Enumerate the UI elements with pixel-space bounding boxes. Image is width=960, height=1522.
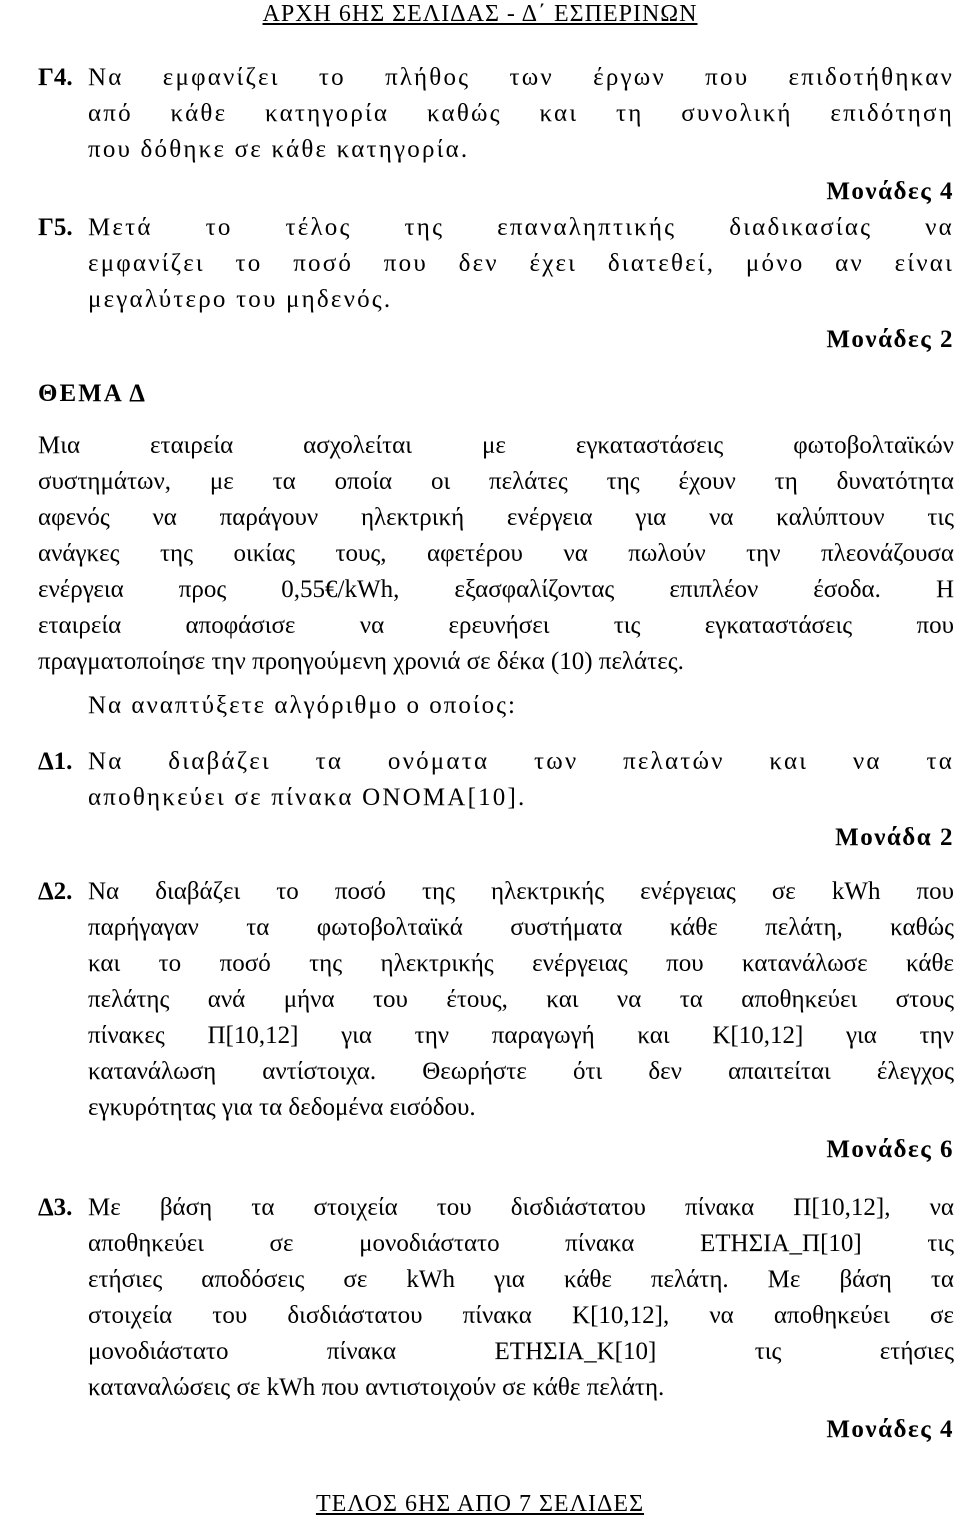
question-text-line: Με βάση τα στοιχεία του δισδιάστατου πίνακα Π[10,12], να	[88, 1194, 954, 1221]
question-text-line: από κάθε κατηγορία καθώς και τη συνολική επιδότηση	[88, 100, 954, 127]
question-text-line: αποθηκεύει σε πίνακα ΟΝΟΜΑ[10].	[88, 784, 527, 811]
question-text-line: μεγαλύτερο του μηδενός.	[88, 286, 393, 313]
marks-label: Μονάδες 4	[826, 1416, 954, 1443]
question-text-line: πελάτης ανά μήνα του έτους, και να τα αποθηκεύει στους	[88, 986, 954, 1013]
marks-label: Μονάδες 6	[826, 1136, 954, 1163]
question-text-line: πίνακες Π[10,12] για την παραγωγή και Κ[10,12] για την	[88, 1022, 954, 1049]
task-instruction: Να αναπτύξετε αλγόριθμο ο οποίος:	[88, 692, 517, 719]
question-number: Δ3.	[38, 1194, 73, 1221]
question-text-line: Μετά το τέλος της επαναληπτικής διαδικασίας να	[88, 214, 954, 241]
question-text-line: στοιχεία του δισδιάστατου πίνακα Κ[10,12], να αποθηκεύει σε	[88, 1302, 954, 1329]
question-number: Δ1.	[38, 748, 73, 775]
marks-label: Μονάδες 2	[826, 326, 954, 353]
question-text-line: εγκυρότητας για τα δεδομένα εισόδου.	[88, 1094, 476, 1121]
question-text-line: Να εμφανίζει το πλήθος των έργων που επιδοτήθηκαν	[88, 64, 954, 91]
question-text-line: Να διαβάζει το ποσό της ηλεκτρικής ενέργειας σε kWh που	[88, 878, 954, 905]
intro-line: αφενός να παράγουν ηλεκτρική ενέργεια για να καλύπτουν τις	[38, 504, 954, 531]
question-number: Δ2.	[38, 878, 73, 905]
question-text-line: παρήγαγαν τα φωτοβολταϊκά συστήματα κάθε πελάτη, καθώς	[88, 914, 954, 941]
intro-line: ανάγκες της οικίας τους, αφετέρου να πωλούν την πλεονάζουσα	[38, 540, 954, 567]
question-text-line: μονοδιάστατο πίνακα ΕΤΗΣΙΑ_Κ[10] τις ετήσιες	[88, 1338, 954, 1365]
page-header: ΑΡΧΗ 6ΗΣ ΣΕΛΙΔΑΣ - Δ΄ ΕΣΠΕΡΙΝΩΝ	[262, 1, 698, 27]
question-text-line: εμφανίζει το ποσό που δεν έχει διατεθεί, μόνο αν είναι	[88, 250, 954, 277]
theme-intro	[38, 428, 954, 680]
question-text-line: αποθηκεύει σε μονοδιάστατο πίνακα ΕΤΗΣΙΑ_Π[10] τις	[88, 1230, 954, 1257]
intro-line: ενέργεια προς 0,55€/kWh, εξασφαλίζοντας επιπλέον έσοδα. Η	[38, 576, 954, 603]
intro-line: συστημάτων, με τα οποία οι πελάτες της έχουν τη δυνατότητα	[38, 468, 954, 495]
section-title: ΘΕΜΑ Δ	[38, 380, 147, 407]
page-footer: ΤΕΛΟΣ 6ΗΣ ΑΠΟ 7 ΣΕΛΙΔΕΣ	[315, 1491, 645, 1517]
question-text-line: κατανάλωση αντίστοιχα. Θεωρήστε ότι δεν απαιτείται έλεγχος	[88, 1058, 954, 1085]
intro-line: Μια εταιρεία ασχολείται με εγκαταστάσεις φωτοβολταϊκών	[38, 432, 954, 459]
intro-line: εταιρεία αποφάσισε να ερευνήσει τις εγκαταστάσεις που	[38, 612, 954, 639]
question-d3	[38, 1190, 954, 1406]
marks-label: Μονάδες 4	[826, 178, 954, 205]
question-d2	[38, 874, 954, 1126]
question-g4	[38, 60, 954, 168]
question-text-line: που δόθηκε σε κάθε κατηγορία.	[88, 136, 470, 163]
question-g5	[38, 210, 954, 318]
question-text-line: και το ποσό της ηλεκτρικής ενέργειας που κατανάλωσε κάθε	[88, 950, 954, 977]
question-text-line: καταναλώσεις σε kWh που αντιστοιχούν σε κάθε πελάτη.	[88, 1374, 665, 1401]
marks-label: Μονάδα 2	[835, 824, 954, 851]
question-text-line: Να διαβάζει τα ονόματα των πελατών και να τα	[88, 748, 954, 775]
intro-line: πραγματοποίησε την προηγούμενη χρονιά σε δέκα (10) πελάτες.	[38, 648, 684, 675]
question-number: Γ4.	[38, 64, 73, 91]
question-text-line: ετήσιες αποδόσεις σε kWh για κάθε πελάτη. Με βάση τα	[88, 1266, 954, 1293]
question-d1	[38, 744, 954, 816]
question-number: Γ5.	[38, 214, 73, 241]
